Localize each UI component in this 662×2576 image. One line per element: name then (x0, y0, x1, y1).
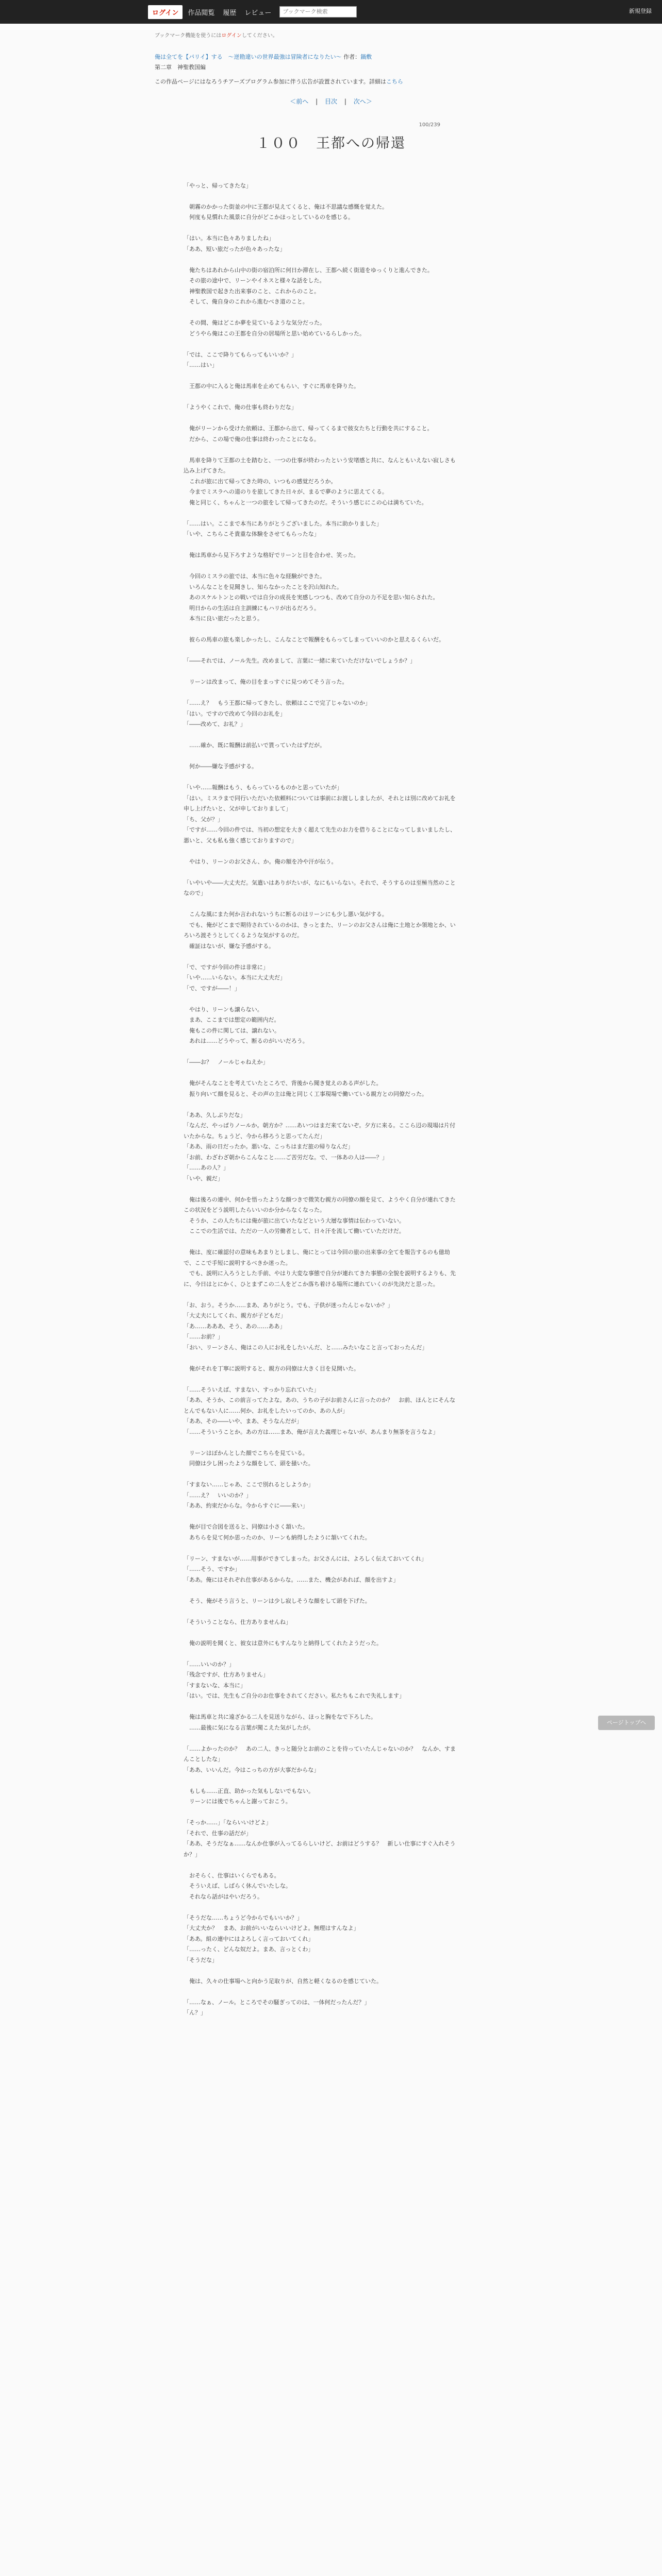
blank-line (184, 1184, 461, 1195)
novel-line: 「そうだな……ちょうど今からでもいいか？」 (184, 1914, 303, 1921)
novel-line: 「やっと、帰ってきたな」 (184, 182, 252, 189)
novel-line: リーンは改まって、俺の目をまっすぐに見つめてそう言った。 (184, 679, 348, 685)
novel-line: 「――それでは、ノール先生。改めまして、言葉に一緒に来ていただけないでしょうか？」 (184, 657, 416, 664)
author-link[interactable]: 鍋敷 (360, 54, 372, 60)
novel-line: 王都の中に入ると俺は馬車を止めてもらい、すぐに馬車を降りた。 (184, 383, 359, 389)
novel-line: リーンはぽかんとした顔でこちらを見ている。 (184, 1449, 308, 1456)
novel-line: 「お、おう。そうか……まあ、ありがとう。でも、子供が迷ったんじゃないか？」 (184, 1301, 393, 1309)
blank-line (184, 1237, 461, 1248)
blank-line (184, 445, 461, 455)
novel-line: あれは……どうやって、断るのがいいだろう。 (184, 1038, 308, 1044)
series-title-link[interactable]: 俺は全てを【パリイ】する ～逆勘違いの世界最強は冒険者になりたい～ (155, 54, 342, 60)
pager-separator-2: | (344, 97, 346, 105)
ad-notice-text: この作品ページにはなろうチアーズプログラム参加に伴う広告が設置されています。詳細は (155, 78, 386, 85)
novel-line: 「ああ、その――いや、まあ、そうなんだが」 (184, 1418, 302, 1425)
novel-line: 彼らの馬車の旅も楽しかったし、こんなことで報酬をもらってしまっていいのかと思えるくらいだ。 (184, 636, 444, 643)
novel-line: やはり、リーンも譲らない。 (184, 1006, 263, 1013)
novel-line: 「はい。ミスラまで同行いただいた依頼料については事前にお渡ししましたが、それとは別に改めてお礼を申し上げたいと、父が申しておりまして」 (184, 794, 456, 812)
novel-line: 「大丈夫か？ まあ、お前がいいならいいけどよ。無理はすんなよ」 (184, 1925, 359, 1931)
novel-line: 「いや、こちらこそ貴重な体験をさせてもらったな」 (184, 531, 320, 537)
novel-line: 「ああ、雨の日だったか。悪いな、こっちはまだ旅の帰りなんだ」 (184, 1143, 354, 1150)
novel-line: 「はい。本当に色々ありましたね」 (184, 235, 274, 242)
novel-line: 明日からの生活は自主訓練にもハリが出るだろう。 (184, 604, 320, 612)
novel-line: 今回のミスラの旅では、本当に色々な経験ができた。 (184, 573, 325, 580)
novel-line: 確証はないが、嫌な予感がする。 (184, 942, 274, 950)
novel-line: 「で、ですが今回の件は非常に」 (184, 963, 269, 971)
novel-line: 「いや……報酬はもう、もらっているものかと思っていたが」 (184, 784, 342, 791)
blank-line (184, 1807, 461, 1818)
novel-line: 「……はい。ここまで本当にありがとうございました。本当に助かりました」 (184, 520, 382, 527)
novel-line: 「ああ、そうだなぁ……なんか仕事が入ってるらしいけど、お前はどうする？ 新しい仕事にすぐ入れそうか？」 (184, 1840, 456, 1858)
blank-line (184, 1437, 461, 1448)
bookmark-login-link[interactable]: ログイン (221, 33, 242, 39)
blank-line (184, 339, 461, 350)
bookmark-note (155, 31, 507, 39)
novel-line: こんな風にまた何か言われないうちに断るのはリーンにも少し悪い気がする。 (184, 911, 388, 918)
blank-line (184, 730, 461, 741)
novel-line: 「いや……いらない。本当に大丈夫だ」 (184, 974, 286, 981)
novel-line: 「……そう、ですか」 (184, 1566, 240, 1572)
novel-line: 「なんだ、やっぱりノールか。朝方か？……あいつはまだ来てないぞ。夕方に来る。ここら辺の現場は片付いたからな。ちょうど、今から移ろうと思ってたんだ」 (184, 1122, 456, 1140)
novel-line: そうか、この人たちには俺が旅に出ていたなどという大層な事情は伝わっていない。 (184, 1217, 405, 1224)
novel-line: 「……なぁ、ノール。ところでその騒ぎってのは、一体何だったんだ？」 (184, 1998, 370, 2006)
novel-line: 「――改めて、お礼？」 (184, 721, 246, 727)
blank-line (184, 1702, 461, 1713)
novel-line: それなら話がはやいだろう。 (184, 1893, 263, 1900)
novel-line: まあ、ここまでは想定の範囲内だ。 (184, 1016, 280, 1023)
novel-line: 「そういうことなら、仕方ありませんね」 (184, 1618, 291, 1625)
novel-line: 「はい。では、先生もご自分のお仕事をされてください。私たちもこれで失礼します」 (184, 1692, 405, 1699)
novel-line: 「ああ、いいんだ。今はこっちの方が大事だからな」 (184, 1766, 320, 1773)
novel-line: 俺がそれを丁寧に説明すると、親方の同僚は大きく目を見開いた。 (184, 1365, 359, 1372)
novel-line: 「すまないな、本当に」 (184, 1682, 246, 1689)
novel-line: その間、俺はどこか夢を見ているような気分だった。 (184, 319, 325, 326)
novel-line: おそらく、仕事はいくらでもある。 (184, 1872, 280, 1879)
novel-line: 「リーン、すまないが……用事ができてしまった。お父さんには、よろしく伝えておいてくれ」 (184, 1555, 427, 1562)
novel-line: 「……よかったのか？ あの二人、きっと随分とお前のことを待っていたんじゃないのか？ なんか、すまんことしたな」 (184, 1745, 456, 1762)
novel-line: 「……あの人？」 (184, 1164, 229, 1171)
novel-line: 俺がリーンから受けた依頼は、王都から出て、帰ってくるまで彼女たちと行動を共にすること。 (184, 425, 433, 432)
blank-line (184, 413, 461, 424)
novel-line: もしも……正直、助かった気もしないでもない。 (184, 1787, 314, 1794)
blank-line (184, 561, 461, 572)
novel-line: 何か――嫌な予感がする。 (184, 763, 257, 770)
novel-line: 俺は、久々の仕事場へと向かう足取りが、自然と軽くなるのを感じていた。 (184, 1977, 382, 1985)
novel-line: 俺は後ろの連中、何かを悟ったような顔つきで微笑む親方の同僚の顔を見て、ようやく自分が連れてきたこの状況をどう説明したらいいのか分からなくなった。 (184, 1196, 456, 1213)
blank-line (184, 667, 461, 677)
nav-left-group (148, 4, 357, 20)
blank-line (184, 899, 461, 910)
blank-line (184, 1775, 461, 1786)
blank-line (184, 540, 461, 551)
next-episode-link[interactable]: 次へ＞ (353, 97, 372, 105)
novel-line: 「はい。ですので改めて今回のお礼を」 (184, 710, 286, 717)
novel-line: 「ああ、短い旅だったが色々あったな」 (184, 245, 286, 252)
blank-line (184, 1628, 461, 1638)
bookmark-search-input[interactable] (279, 6, 357, 18)
blank-line (184, 1353, 461, 1364)
blank-line (184, 223, 461, 234)
novel-line: 「……はい」 (184, 362, 218, 368)
blank-line (184, 952, 461, 962)
novel-line: 俺が目で合図を送ると、同僚は小さく頷いた。 (184, 1523, 308, 1530)
novel-line: でも、説明に入ろうとした手前、やはり大変な事態で自分が連れてきた事態の全貌を説明するよりも、先に、今日はとにかく、ひとまずこの二人をどこか落ち着ける場所に連れていくのが先決だと思った。 (184, 1270, 456, 1287)
novel-body (155, 181, 507, 2019)
episode-pager (155, 97, 507, 106)
novel-line: 「ですが……今回の件では、当初の想定を大きく超えて先生のお力を借りることになってしまいましたし、悪いと、父も私も強く感じておりますので」 (184, 826, 456, 844)
blank-line (184, 1543, 461, 1554)
blank-line (184, 1860, 461, 1871)
pager-separator-1: | (316, 97, 318, 105)
nav-link-history[interactable]: 履歴 (223, 9, 237, 17)
prev-episode-link[interactable]: ＜前へ (290, 97, 309, 105)
novel-line: 「いやいや――大丈夫だ。気遣いはありがたいが、なにもいらない。それで、そうするのは至極当然のことなので」 (184, 879, 456, 896)
novel-line: 「おい、リーンさん、俺はこの人にお礼をしたいんだ、と……みたいなこと言っておったんだ」 (184, 1344, 428, 1351)
novel-line: 俺たちはあれから山中の街の宿泊所に何日か滞在し、王都へ続く街道をゆっくりと進んできた。 (184, 266, 433, 274)
novel-line: 「……え？ もう王都に帰ってきたし、依頼はここで完了じゃないのか」 (184, 700, 371, 706)
top-navigation-bar (0, 0, 662, 24)
bookmark-note-prefix: ブックマーク機能を使うには (155, 33, 222, 39)
novel-line: 「お前、わざわざ朝からこんなこと……ご苦労だな。で、一体あの人は――？」 (184, 1154, 388, 1161)
novel-line: 「そうだな」 (184, 1956, 218, 1963)
novel-line: 同僚は少し困ったような顔をして、頭を掻いた。 (184, 1460, 314, 1467)
blank-line (184, 1068, 461, 1079)
blank-line (184, 1733, 461, 1744)
novel-line: 俺の説明を聞くと、彼女は意外にもすんなりと納得してくれたようだった。 (184, 1639, 382, 1647)
novel-line: 「ようやくこれで、俺の仕事も終わりだな」 (184, 404, 297, 411)
chapter-name: 第二章 神聖教国編 (155, 63, 206, 71)
novel-line: 「ああ。俺にはそれぞれ仕事があるからな。……また、機会があれば、顔を出すよ」 (184, 1576, 399, 1583)
novel-line: そして、俺自身のこれから進むべき道のこと。 (184, 298, 308, 305)
novel-line: 「そっか……」「ならいいけどよ」 (184, 1819, 272, 1826)
novel-line: いろんなことを見聞きし、知らなかったことを沢山知れた。 (184, 583, 342, 590)
ad-notice-link[interactable]: こちら (386, 78, 403, 85)
novel-line: ……確か、既に報酬は前払いで貰っていたはずだが。 (184, 742, 325, 749)
novel-line: 「……そういえば、すまない、すっかり忘れていた」 (184, 1386, 320, 1393)
novel-line: 「ああ、そうか、この前言ってたよな。あの、うちの子がお前さんに言ったのか？ お前、ほんとにそんなとんでもない人に……何か、お礼をしたいってのか、あの人が」 (184, 1397, 456, 1414)
novel-line: リーンには後でちゃんと謝っておこう。 (184, 1798, 291, 1805)
blank-line (184, 1649, 461, 1659)
novel-line: 「……ったく、どんな奴だよ。まあ、言っとくわ」 (184, 1946, 314, 1953)
blank-line (184, 1374, 461, 1385)
novel-line: だから、この場で俺の仕事は終わったことになる。 (184, 435, 320, 443)
novel-line: 「ああ。組の連中にはよろしく言っておいてくれ」 (184, 1935, 314, 1942)
novel-line: 俺もこの件に関しては、譲れない。 (184, 1027, 280, 1034)
novel-line: 「残念ですが、仕方ありません」 (184, 1671, 269, 1678)
register-link[interactable]: 新規登録 (629, 8, 652, 14)
blank-line (184, 624, 461, 635)
novel-line: 何度も見慣れた風景に自分がどこかほっとしているのを感じる。 (184, 214, 354, 221)
blank-line (184, 191, 461, 202)
novel-line: 「それで、仕事の話だが」 (184, 1829, 252, 1837)
novel-line: 「あ……あああ、そう、あの……ああ」 (184, 1323, 286, 1330)
novel-line: 「ああ、久しぶりだな」 (184, 1111, 246, 1118)
page-top-button[interactable]: ページトップへ (598, 1716, 655, 1730)
blank-line (184, 1965, 461, 1976)
novel-line: やはり、リーンのお父さん、か。俺の額を冷や汗が伝う。 (184, 858, 337, 865)
blank-line (184, 1585, 461, 1596)
novel-line: これが旅に出て帰ってきた時の、いつもの感覚だろうか。 (184, 478, 337, 485)
novel-line: 「いや、親だ」 (184, 1175, 223, 1182)
author-label: 作者： (343, 54, 361, 60)
main-content (155, 24, 507, 2019)
blank-line (184, 994, 461, 1005)
episode-number: 100/239 (419, 122, 440, 128)
novel-line: そういえば、しばらく休んでいたしな。 (184, 1883, 291, 1889)
novel-line: そう、俺がそう言うと、リーンは少し寂しそうな顔をして頭を下げた。 (184, 1597, 371, 1604)
novel-line: 「……いいのか？」 (184, 1660, 235, 1668)
novel-line: 「ち、父が？」 (184, 816, 223, 823)
blank-line (184, 688, 461, 699)
novel-line: でも、俺がどこまで期待されているのかは、きっとまた、リーンのお父さんは俺に土地とか領地とか、いろいろ渡そうとしてくるような気がするのだ。 (184, 921, 456, 939)
ad-notice (155, 77, 507, 86)
blank-line (184, 1290, 461, 1300)
novel-line: 「では、ここで降りてもらってもいいか？」 (184, 351, 297, 358)
novel-line: 「……お前？」 (184, 1333, 223, 1340)
nav-link-review[interactable]: レビュー (244, 9, 272, 17)
blank-line (184, 1512, 461, 1522)
novel-line: 俺は馬車と共に遠ざかる二人を見送りながら、ほっと胸をなで下ろした。 (184, 1714, 376, 1720)
novel-line: 「――お？ ノールじゃねえか」 (184, 1059, 269, 1065)
novel-line: 「……え？ いいのか？」 (184, 1492, 252, 1499)
novel-line: ここでの生活では、ただの一人の労働者として、日々汗を流して働いていただけだ。 (184, 1228, 405, 1234)
novel-line: 「ああ、約束だからな。今からすぐに――来い」 (184, 1502, 308, 1509)
blank-line (184, 255, 461, 265)
blank-line (184, 867, 461, 878)
blank-line (184, 1047, 461, 1058)
blank-line (184, 646, 461, 656)
novel-line: 「で、ですが――！」 (184, 985, 240, 992)
novel-line: あのスケルトンとの戦いでは自分の成長を実感しつつも、改めて自分の力不足を思い知らされた。 (184, 594, 439, 601)
novel-line: ……最後に気になる言葉が聞こえた気がしたが。 (184, 1724, 314, 1731)
novel-line: 「すまない……じゃあ、ここで別れるとしようか」 (184, 1481, 314, 1488)
blank-line (184, 508, 461, 519)
blank-line (184, 308, 461, 318)
blank-line (184, 1606, 461, 1617)
novel-line: 今までミスラへの道のりを旅してきた日々が、まるで夢のように思えてくる。 (184, 488, 388, 495)
novel-line: 「大丈夫にしてくれ、親方が子どもだ」 (184, 1312, 286, 1319)
blank-line (184, 1987, 461, 1997)
novel-line: 振り向いて顔を見ると、その声の主は俺と同じく工事現場で働いている親方との同僚だった。 (184, 1090, 427, 1097)
novel-line: どうやら俺はこの王都を自分の居場所と思い始めているらしかった。 (184, 330, 365, 337)
novel-line: 俺と同じく、ちゃんと一つの旅をして帰ってきたのだ。そういう感じにこの心は満ちていた。 (184, 499, 427, 506)
novel-line: 「ん？」 (184, 2009, 206, 2016)
novel-line: 俺は、度に確認付の意味もあまりとしまし、俺にとっては今回の旅の出来事の全てを報告するのも億劫で、ここで手短に説明するべきか迷った。 (184, 1249, 450, 1266)
novel-line: 馬車を降りて王都の土を踏むと、一つの仕事が終わったという安堵感と共に、なんともいえない寂しさも込み上げてきた。 (184, 456, 456, 474)
novel-line: 俺は馬車から見下ろすような格好でリーンと目を合わせ、笑った。 (184, 552, 359, 558)
toc-link[interactable]: 目次 (324, 97, 337, 105)
blank-line (184, 1099, 461, 1110)
episode-title: １００ 王都への帰還 (256, 135, 406, 151)
blank-line (184, 371, 461, 382)
novel-line: その旅の途中で、リーンやイネスと様々な話をした。 (184, 277, 325, 284)
nav-link-browse[interactable]: 作品閲覧 (188, 9, 215, 17)
bookmark-note-suffix: してください。 (241, 33, 278, 39)
novel-line: 神聖教国で起きた出来事のこと、これからのこと。 (184, 287, 320, 295)
blank-line (184, 751, 461, 762)
blank-line (184, 772, 461, 783)
blank-line (184, 846, 461, 857)
series-info (155, 53, 507, 62)
blank-line (184, 392, 461, 403)
blank-line (184, 1469, 461, 1480)
blank-line (184, 1902, 461, 1913)
novel-line: あちらを見て何か思ったのか、リーンも納得したように頷いてくれた。 (184, 1534, 371, 1541)
novel-line: 俺がそんなことを考えていたところで、背後から聞き覚えのある声がした。 (184, 1080, 382, 1087)
novel-line: 「……そういうことか。あの方は……まあ、俺が言えた義理じゃないが、あんまり無茶を言うなよ」 (184, 1428, 439, 1435)
login-button[interactable]: ログイン (148, 5, 183, 19)
novel-line: 本当に良い旅だったと思う。 (184, 615, 263, 622)
novel-line: 朝霧のかかった街並の中に王都が見えてくると、俺は不思議な感慨を覚えた。 (184, 203, 388, 210)
